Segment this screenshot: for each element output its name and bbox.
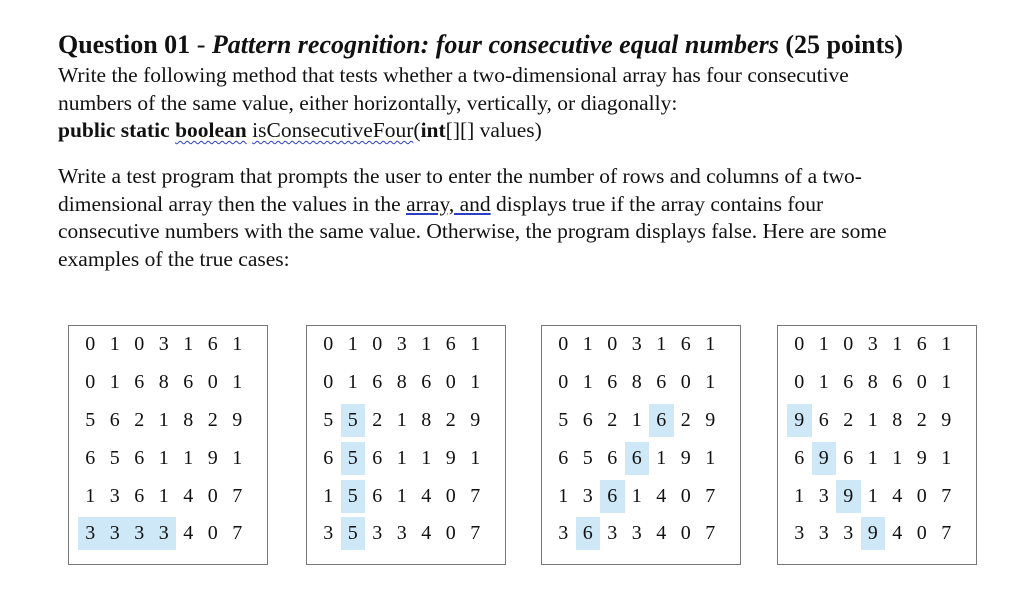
grid-cell: 3 xyxy=(867,333,878,356)
signature-return-type: boolean xyxy=(175,118,247,142)
grid-cell: 4 xyxy=(656,484,667,507)
grid-cell: 0 xyxy=(558,333,569,356)
highlighted-cell: 5 xyxy=(341,517,366,550)
grid-row xyxy=(542,402,740,440)
grid-cell: 0 xyxy=(680,371,691,394)
grid-cell: 0 xyxy=(916,522,927,545)
grid-cell: 9 xyxy=(916,446,927,469)
grid-cell: 1 xyxy=(941,333,952,356)
grid-cell: 1 xyxy=(183,333,194,356)
grid-cell: 1 xyxy=(158,484,169,507)
grid-cell: 0 xyxy=(607,333,618,356)
grid-cell: 1 xyxy=(158,446,169,469)
grid-cell: 0 xyxy=(794,333,805,356)
grid-cell: 2 xyxy=(916,408,927,431)
grid-cell: 6 xyxy=(421,371,432,394)
highlighted-cell: 9 xyxy=(812,442,837,475)
question-topic: Pattern recognition: four consecutive equal numbers xyxy=(211,30,779,59)
grid-cell: 6 xyxy=(372,371,383,394)
grid-row xyxy=(778,439,976,477)
example-grid xyxy=(541,325,741,565)
grid-cell: 0 xyxy=(680,484,691,507)
grid-cell: 3 xyxy=(396,333,407,356)
grid-cell: 8 xyxy=(158,371,169,394)
grid-row xyxy=(778,364,976,402)
grid-cell: 1 xyxy=(892,333,903,356)
grid-cell: 1 xyxy=(867,446,878,469)
grid-cell: 1 xyxy=(396,408,407,431)
grid-cell: 2 xyxy=(372,408,383,431)
grid-cell: 0 xyxy=(85,371,96,394)
grid-cell: 1 xyxy=(396,446,407,469)
grid-row xyxy=(778,477,976,515)
grid-cell: 0 xyxy=(372,333,383,356)
grid-cell: 8 xyxy=(421,408,432,431)
grid-row xyxy=(307,477,505,515)
grid-cell: 9 xyxy=(445,446,456,469)
grid-cell: 5 xyxy=(85,408,96,431)
highlighted-cell: 9 xyxy=(836,480,861,513)
grid-cell: 1 xyxy=(892,446,903,469)
grid-cell: 2 xyxy=(607,408,618,431)
grid-cell: 6 xyxy=(183,371,194,394)
question-title xyxy=(58,28,998,62)
grid-cell: 0 xyxy=(916,371,927,394)
grid-cell: 4 xyxy=(421,522,432,545)
grid-cell: 3 xyxy=(109,484,120,507)
grid-cell: 1 xyxy=(85,484,96,507)
grid-cell: 1 xyxy=(705,371,716,394)
grid-cell: 1 xyxy=(656,446,667,469)
grid-cell: 6 xyxy=(372,446,383,469)
grid-cell: 1 xyxy=(109,333,120,356)
highlighted-cell: 5 xyxy=(341,404,366,437)
grid-cell: 1 xyxy=(705,333,716,356)
grid-cell: 4 xyxy=(183,484,194,507)
grid-row xyxy=(69,477,267,515)
instruction-line: numbers of the same value, either horizontally, vertically, or diagonally: xyxy=(58,90,678,115)
grid-row xyxy=(69,515,267,553)
grid-cell: 0 xyxy=(134,333,145,356)
grid-cell: 6 xyxy=(372,484,383,507)
highlighted-cell: 9 xyxy=(861,517,886,550)
grid-cell: 6 xyxy=(134,446,145,469)
grid-cell: 3 xyxy=(396,522,407,545)
grid-cell: 7 xyxy=(705,484,716,507)
highlighted-cell: 5 xyxy=(341,442,366,475)
grid-cell: 2 xyxy=(843,408,854,431)
grammar-flag: array, and xyxy=(406,191,491,216)
grid-cell: 6 xyxy=(656,371,667,394)
grid-row xyxy=(69,402,267,440)
title-dash: - xyxy=(190,30,212,59)
grid-cell: 1 xyxy=(582,371,593,394)
grid-cell: 3 xyxy=(372,522,383,545)
signature-param-name: values) xyxy=(474,118,542,142)
highlighted-cell: 3 xyxy=(78,517,103,550)
grid-cell: 9 xyxy=(207,446,218,469)
highlighted-cell: 6 xyxy=(649,404,674,437)
grid-cell: 7 xyxy=(232,484,243,507)
grid-row xyxy=(69,326,267,364)
grid-cell: 6 xyxy=(445,333,456,356)
grid-cell: 9 xyxy=(232,408,243,431)
grid-cell: 6 xyxy=(843,371,854,394)
highlighted-cell: 3 xyxy=(103,517,128,550)
grid-cell: 3 xyxy=(818,522,829,545)
grid-cell: 0 xyxy=(680,522,691,545)
grid-cell: 8 xyxy=(631,371,642,394)
grid-row xyxy=(542,439,740,477)
test-program-line: dimensional array then the values in the array, and displays true if the array contains four xyxy=(58,191,824,216)
grid-cell: 1 xyxy=(631,484,642,507)
highlighted-cell: 6 xyxy=(576,517,601,550)
question-points: (25 points) xyxy=(778,30,904,59)
grid-cell: 8 xyxy=(867,371,878,394)
signature-param-type: int xyxy=(420,118,446,142)
grid-cell: 5 xyxy=(109,446,120,469)
grid-cell: 0 xyxy=(445,371,456,394)
grid-cell: 3 xyxy=(323,522,334,545)
grid-cell: 1 xyxy=(705,446,716,469)
grid-cell: 1 xyxy=(631,408,642,431)
test-program-line: consecutive numbers with the same value. Otherwise, the program displays false. Here are some xyxy=(58,219,887,243)
grid-cell: 4 xyxy=(892,522,903,545)
grid-cell: 6 xyxy=(134,371,145,394)
grid-cell: 9 xyxy=(470,408,481,431)
highlighted-cell: 6 xyxy=(625,442,650,475)
grid-row xyxy=(542,326,740,364)
grid-cell: 1 xyxy=(656,333,667,356)
grid-cell: 9 xyxy=(705,408,716,431)
grid-cell: 2 xyxy=(207,408,218,431)
grid-cell: 1 xyxy=(941,446,952,469)
grid-cell: 2 xyxy=(134,408,145,431)
highlighted-cell: 3 xyxy=(152,517,177,550)
grid-cell: 0 xyxy=(843,333,854,356)
grid-cell: 6 xyxy=(794,446,805,469)
grid-row xyxy=(778,402,976,440)
signature-method-name: isConsecutiveFour xyxy=(252,118,414,142)
grid-cell: 1 xyxy=(470,371,481,394)
grid-cell: 3 xyxy=(794,522,805,545)
grid-cell: 1 xyxy=(232,371,243,394)
grid-row xyxy=(307,326,505,364)
document-body xyxy=(58,28,998,273)
grid-cell: 5 xyxy=(323,408,334,431)
grid-cell: 1 xyxy=(323,484,334,507)
grid-cell: 0 xyxy=(794,371,805,394)
grid-cell: 4 xyxy=(656,522,667,545)
grid-cell: 9 xyxy=(941,408,952,431)
method-signature: public static boolean isConsecutiveFour(int[][] values) xyxy=(58,118,542,142)
grid-cell: 3 xyxy=(631,522,642,545)
grid-row xyxy=(542,515,740,553)
grid-cell: 4 xyxy=(892,484,903,507)
grid-row xyxy=(307,515,505,553)
highlighted-cell: 5 xyxy=(341,480,366,513)
grid-cell: 3 xyxy=(558,522,569,545)
grid-row xyxy=(69,364,267,402)
grid-cell: 1 xyxy=(818,371,829,394)
grid-cell: 6 xyxy=(558,446,569,469)
example-grid xyxy=(306,325,506,565)
grid-cell: 7 xyxy=(705,522,716,545)
grid-cell: 3 xyxy=(843,522,854,545)
grid-cell: 6 xyxy=(323,446,334,469)
highlighted-cell: 3 xyxy=(127,517,152,550)
grid-cell: 0 xyxy=(323,371,334,394)
grid-cell: 6 xyxy=(607,371,618,394)
highlighted-cell: 6 xyxy=(600,480,625,513)
grid-row xyxy=(778,515,976,553)
grid-cell: 5 xyxy=(558,408,569,431)
grid-cell: 1 xyxy=(347,371,358,394)
grid-cell: 1 xyxy=(396,484,407,507)
example-grid xyxy=(777,325,977,565)
grid-cell: 7 xyxy=(941,522,952,545)
grid-cell: 0 xyxy=(916,484,927,507)
grid-cell: 9 xyxy=(680,446,691,469)
grid-cell: 4 xyxy=(421,484,432,507)
grid-cell: 7 xyxy=(232,522,243,545)
grid-row xyxy=(307,402,505,440)
grid-cell: 8 xyxy=(892,408,903,431)
grid-cell: 1 xyxy=(232,446,243,469)
test-program-line: examples of the true cases: xyxy=(58,246,290,271)
grid-cell: 0 xyxy=(445,484,456,507)
grid-cell: 6 xyxy=(843,446,854,469)
grid-row xyxy=(542,364,740,402)
grid-cell: 1 xyxy=(867,484,878,507)
grid-cell: 6 xyxy=(109,408,120,431)
grid-cell: 3 xyxy=(158,333,169,356)
grid-cell: 0 xyxy=(323,333,334,356)
grid-cell: 1 xyxy=(941,371,952,394)
grid-cell: 5 xyxy=(582,446,593,469)
grid-row xyxy=(307,364,505,402)
grid-cell: 2 xyxy=(445,408,456,431)
grid-cell: 0 xyxy=(207,371,218,394)
grid-cell: 7 xyxy=(470,484,481,507)
grid-cell: 6 xyxy=(85,446,96,469)
grid-cell: 6 xyxy=(134,484,145,507)
grid-cell: 3 xyxy=(582,484,593,507)
grid-cell: 6 xyxy=(607,446,618,469)
grid-cell: 3 xyxy=(607,522,618,545)
example-grid xyxy=(68,325,268,565)
grid-row xyxy=(307,439,505,477)
grid-cell: 2 xyxy=(680,408,691,431)
grid-cell: 1 xyxy=(794,484,805,507)
test-program-line: Write a test program that prompts the user to enter the number of rows and columns of a two- xyxy=(58,164,862,188)
grid-cell: 1 xyxy=(470,333,481,356)
grid-cell: 1 xyxy=(421,333,432,356)
grid-cell: 0 xyxy=(558,371,569,394)
grid-row xyxy=(542,477,740,515)
question-number: Question 01 xyxy=(58,30,191,59)
grid-cell: 8 xyxy=(396,371,407,394)
grid-cell: 1 xyxy=(582,333,593,356)
grid-cell: 3 xyxy=(631,333,642,356)
grid-cell: 1 xyxy=(818,333,829,356)
grid-cell: 0 xyxy=(207,522,218,545)
grid-cell: 7 xyxy=(470,522,481,545)
grid-cell: 0 xyxy=(85,333,96,356)
grid-cell: 8 xyxy=(183,408,194,431)
grid-cell: 1 xyxy=(558,484,569,507)
grid-cell: 1 xyxy=(867,408,878,431)
grid-cell: 3 xyxy=(818,484,829,507)
highlighted-cell: 9 xyxy=(787,404,812,437)
grid-cell: 6 xyxy=(916,333,927,356)
grid-cell: 6 xyxy=(892,371,903,394)
grid-cell: 1 xyxy=(158,408,169,431)
grid-cell: 6 xyxy=(680,333,691,356)
grid-cell: 6 xyxy=(207,333,218,356)
grid-cell: 1 xyxy=(232,333,243,356)
grid-cell: 4 xyxy=(183,522,194,545)
instruction-line: Write the following method that tests whether a two-dimensional array has four consecutive xyxy=(58,63,849,87)
grid-cell: 1 xyxy=(347,333,358,356)
grid-cell: 6 xyxy=(582,408,593,431)
grid-cell: 1 xyxy=(470,446,481,469)
signature-modifiers: public static xyxy=(58,118,176,142)
grid-cell: 1 xyxy=(421,446,432,469)
grid-row xyxy=(69,439,267,477)
grid-cell: 1 xyxy=(183,446,194,469)
grid-cell: 0 xyxy=(445,522,456,545)
grid-cell: 0 xyxy=(207,484,218,507)
grid-cell: 7 xyxy=(941,484,952,507)
grid-cell: 6 xyxy=(818,408,829,431)
grid-cell: 1 xyxy=(109,371,120,394)
grid-row xyxy=(778,326,976,364)
